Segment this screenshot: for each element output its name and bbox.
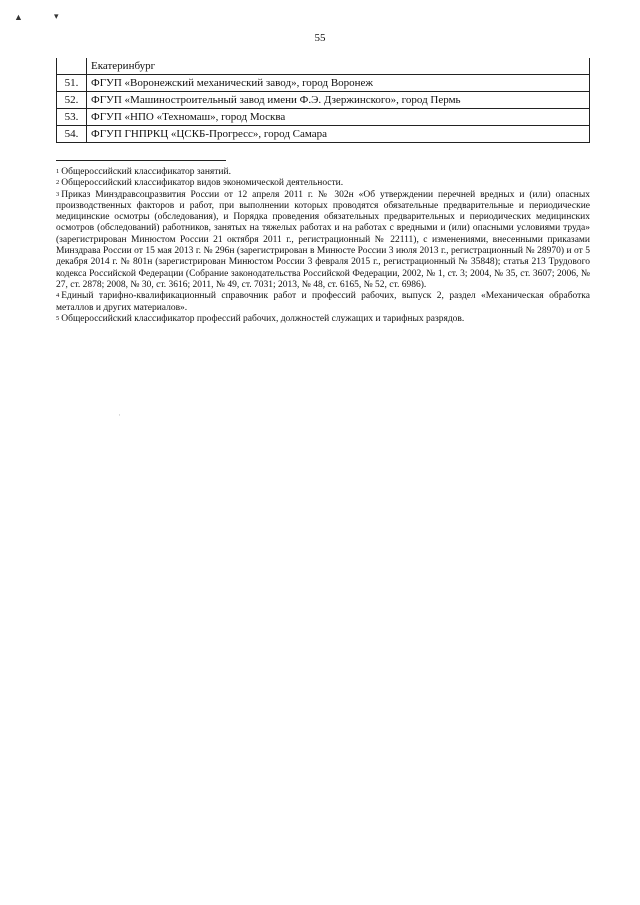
footnote-mark: 4: [56, 292, 60, 300]
scan-mark: ·: [118, 410, 121, 420]
footnote-mark: 2: [56, 179, 60, 187]
footnote-5: [56, 314, 590, 325]
organization-cell: ФГУП «Машиностроительный завод имени Ф.Э. Дзержинского», город Пермь: [87, 92, 590, 109]
page-number: 55: [314, 32, 326, 44]
table-row: [57, 109, 590, 126]
organization-cell: ФГУП «Воронежский механический завод», город Воронеж: [87, 75, 590, 92]
row-number-cell: 53.: [57, 109, 87, 126]
footnote-text: Единый тарифно-квалификационный справочник работ и профессий рабочих, выпуск 2, раздел «Механическая обработка металлов и других материалов».: [56, 291, 590, 313]
footnote-text: Приказ Минздравсоцразвития России от 12 апреля 2011 г. № 302н «Об утверждении перечней вредных и (или) опасных производственных факторов и работ, при выполнении которых проводятся обязательные предварительные и периодические медицинские осмотры (обследования), и Порядка проведения обязательных предварительных и периодических медицинских осмотров (обследований) работников, занятых на тяжелых работах и на работах с вредными и (или) опасными условиями труда» (зарегистрирован Минюстом России 21 октября 2011 г., регистрационный № 22111), с изменениями, внесенными приказами Минздрава России от 15 мая 2013 г. № 296н (зарегистрирован в Минюсте России 3 июля 2013 г., регистрационный № 28970) и от 5 декабря 2014 г. № 801н (зарегистрирован Минюстом России 3 февраля 2015 г., регистрационный № 35848); статья 213 Трудового кодекса Российской Федерации (Собрание законодательства Российской Федерации, 2002, № 1, ст. 3; 2004, № 35, ст. 3607; 2006, № 27, ст. 2878; 2008, № 30, ст. 3616; 2011, № 49, ст. 7031; 2013, № 48, ст. 6165, № 52, ст. 6986).: [56, 189, 590, 290]
footnotes: [56, 167, 590, 325]
footnote-mark: 5: [56, 314, 60, 322]
scan-mark: ▾: [54, 11, 59, 21]
footnote-2: [56, 178, 590, 189]
footnote-mark: 1: [56, 168, 60, 175]
organization-cell: ФГУП «НПО «Техномаш», город Москва: [87, 109, 590, 126]
footnote-3: [56, 190, 590, 292]
row-number-cell: [57, 58, 87, 75]
footnote-mark: 3: [56, 190, 60, 198]
row-number-cell: 54.: [57, 126, 87, 143]
footnote-1: [56, 167, 590, 178]
row-number-cell: 52.: [57, 92, 87, 109]
footnote-text: Общероссийский классификатор занятий.: [61, 167, 231, 177]
organization-cell: Екатеринбург: [87, 58, 590, 75]
organizations-table: [56, 58, 590, 143]
row-number-cell: 51.: [57, 75, 87, 92]
footnote-text: Общероссийский классификатор профессий рабочих, должностей служащих и тарифных разрядов.: [61, 313, 465, 324]
organization-cell: ФГУП ГНПРКЦ «ЦСКБ-Прогресс», город Самара: [87, 126, 590, 143]
table-row: [57, 58, 590, 75]
scan-mark: ▲: [14, 12, 23, 22]
table-row: [57, 75, 590, 92]
footnote-4: [56, 291, 590, 314]
table-row: [57, 92, 590, 109]
footnote-text: Общероссийский классификатор видов экономической деятельности.: [61, 178, 344, 189]
table-row: [57, 126, 590, 143]
footnote-separator: [56, 160, 226, 161]
